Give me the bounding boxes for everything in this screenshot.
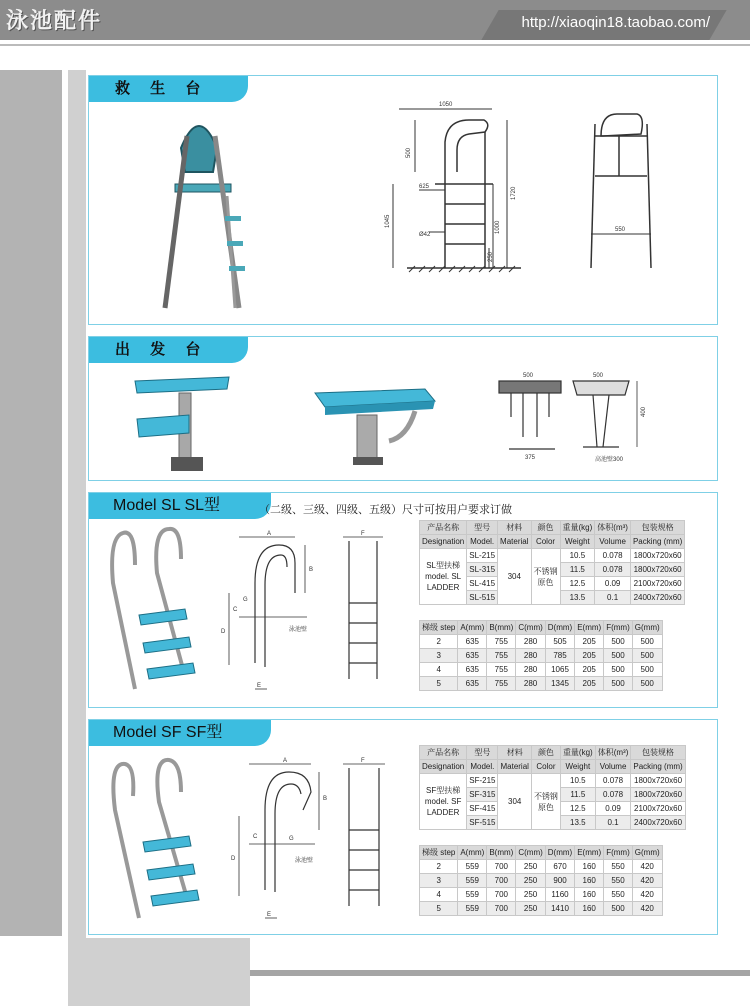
section-sl-ladder [88, 492, 718, 708]
table-row [420, 549, 685, 563]
table-cell: LADDER [426, 583, 460, 592]
table-cell: SL-315 [467, 563, 498, 577]
table-cell [531, 774, 560, 830]
table-cell: 2100x720x60 [631, 802, 685, 816]
table-cell: 2100x720x60 [630, 577, 684, 591]
table-cell [531, 549, 560, 605]
sl-ladder-illustration [89, 493, 411, 707]
table-cell: 4 [420, 888, 458, 902]
dim-label: 500 [406, 147, 412, 158]
table-cell: 900 [545, 874, 574, 888]
table-header-cell: 颜色 [531, 746, 560, 760]
sf-ladder-photo [113, 760, 199, 918]
lifeguard-chair-illustration [89, 76, 717, 324]
table-header-cell: 梯级 step [420, 846, 458, 860]
table-header-cell: 体积(m³) [595, 746, 631, 760]
table-header-cell: B(mm) [487, 621, 516, 635]
table-cell: SL-515 [467, 591, 498, 605]
table-cell: SL型扶梯 [426, 561, 461, 570]
table-cell: 550 [604, 874, 633, 888]
table-cell: 1800x720x60 [630, 563, 684, 577]
table-cell: 550 [604, 888, 633, 902]
dim-label: 1050 [439, 102, 453, 108]
table-header-cell: 颜色 [531, 521, 560, 535]
table-cell: 250 [516, 888, 545, 902]
dim-label: F [361, 758, 365, 764]
table-header-cell: Volume [595, 760, 631, 774]
table-cell: 700 [487, 902, 516, 916]
table-cell: 不锈钢 [533, 566, 558, 576]
table-header-cell: Designation [420, 760, 467, 774]
dim-label: 500 [593, 373, 604, 379]
table-cell: 0.078 [595, 563, 631, 577]
table-row [420, 902, 663, 916]
lifeguard-chair-photo [165, 126, 245, 308]
table-cell: 5 [420, 677, 458, 691]
table-cell: 755 [487, 663, 516, 677]
table-cell: 250 [516, 874, 545, 888]
dim-label: 625 [419, 184, 430, 190]
table-cell: 0.09 [595, 577, 631, 591]
sl-spec-table [419, 520, 685, 605]
table-cell: 500 [632, 649, 662, 663]
table-cell: 304 [498, 774, 531, 830]
sf-ladder-illustration [89, 720, 411, 934]
table-header-cell: F(mm) [604, 846, 633, 860]
table-cell: SL-415 [467, 577, 498, 591]
table-row [420, 677, 663, 691]
table-cell: 0.078 [595, 774, 631, 788]
table-cell: 0.09 [595, 802, 631, 816]
table-cell: 205 [575, 649, 604, 663]
table-header-cell: 包装规格 [630, 521, 684, 535]
table-cell: 13.5 [560, 591, 595, 605]
table-row [420, 860, 663, 874]
left-decor-strip [0, 70, 62, 936]
table-cell: 755 [487, 635, 516, 649]
table-header-cell: 产品名称 [420, 746, 467, 760]
lifeguard-front-drawing [393, 109, 521, 272]
table-cell: 635 [458, 635, 487, 649]
table-cell: 0.1 [595, 816, 631, 830]
dim-label: 250 [488, 251, 494, 262]
table-header-cell: A(mm) [458, 621, 487, 635]
table-header-cell: E(mm) [575, 846, 604, 860]
section-title: 救 生 台 [89, 76, 248, 102]
table-cell: 250 [516, 902, 545, 916]
table-cell: 不锈钢 [533, 791, 558, 801]
dim-label: 375 [525, 455, 536, 461]
shop-url[interactable]: http://xiaoqin18.taobao.com/ [521, 14, 710, 31]
dim-label: A [283, 758, 288, 764]
section-title: Model SF SF型 [89, 720, 271, 746]
dim-label: G [289, 836, 294, 842]
table-header-cell: 材料 [498, 521, 531, 535]
dim-label: 550 [615, 227, 626, 233]
table-cell: 205 [575, 635, 604, 649]
table-cell: 280 [516, 663, 545, 677]
table-cell: 13.5 [560, 816, 595, 830]
table-cell: 559 [458, 888, 487, 902]
table-row [420, 874, 663, 888]
table-cell: 420 [632, 860, 662, 874]
section-starting-block [88, 336, 718, 481]
table-header-cell: Model. [467, 760, 498, 774]
table-cell: 4 [420, 663, 458, 677]
table-cell: 250 [516, 860, 545, 874]
starting-block-photo-2 [315, 389, 435, 465]
table-cell: 0.078 [595, 549, 631, 563]
section-title: 出 发 台 [89, 337, 248, 363]
table-cell: 280 [516, 649, 545, 663]
table-header-cell: 重量(kg) [560, 746, 595, 760]
dim-label: B [323, 796, 328, 802]
table-row [420, 649, 663, 663]
table-cell: 635 [458, 649, 487, 663]
table-cell: 2400x720x60 [630, 591, 684, 605]
dim-label: 泳池壁 [289, 627, 308, 633]
table-cell: 500 [604, 649, 633, 663]
table-cell: SF型扶梯 [426, 786, 461, 795]
dim-label: D [231, 856, 236, 862]
table-cell: 160 [575, 874, 604, 888]
table-header-cell: Color [531, 535, 560, 549]
dim-label: 500 [523, 373, 534, 379]
table-cell: 3 [420, 874, 458, 888]
table-cell: 原色 [537, 802, 554, 812]
table-cell: 3 [420, 649, 458, 663]
table-header-cell: C(mm) [516, 621, 545, 635]
dim-label: 1000 [495, 220, 501, 234]
sf-ladder-drawing [239, 764, 385, 918]
table-cell: 500 [604, 663, 633, 677]
table-cell: 1345 [545, 677, 574, 691]
table-cell: SF-415 [467, 802, 498, 816]
table-header-cell: Volume [595, 535, 631, 549]
table-cell [420, 774, 467, 830]
table-header-cell: Packing (mm) [630, 535, 684, 549]
table-header-cell: 型号 [467, 746, 498, 760]
table-cell: 10.5 [560, 774, 595, 788]
table-header-cell: D(mm) [545, 621, 574, 635]
dim-label: 1045 [385, 214, 391, 228]
divider [0, 44, 750, 46]
section-lifeguard-chair [88, 75, 718, 325]
table-cell: 2 [420, 860, 458, 874]
table-row [420, 635, 663, 649]
table-header-cell: Packing (mm) [631, 760, 685, 774]
sl-ladder-photo [112, 529, 195, 689]
table-cell: 2400x720x60 [631, 816, 685, 830]
dim-label: 400 [641, 406, 647, 417]
dim-label: 1720 [511, 186, 517, 200]
sl-steps-table [419, 620, 663, 691]
dim-label: F [361, 531, 365, 537]
top-bar [0, 0, 750, 40]
table-cell: 2 [420, 635, 458, 649]
table-header-cell: G(mm) [632, 846, 662, 860]
starting-block-drawing-side [573, 381, 637, 447]
table-header-cell: 产品名称 [420, 521, 467, 535]
table-header-cell: 型号 [467, 521, 498, 535]
table-header-cell: 体积(m³) [595, 521, 631, 535]
table-row [420, 888, 663, 902]
table-cell: 205 [575, 663, 604, 677]
bottom-decor-line [250, 970, 750, 976]
table-header-cell: 重量(kg) [560, 521, 595, 535]
table-cell: 原色 [537, 577, 554, 587]
table-cell: 5 [420, 902, 458, 916]
table-cell: 500 [604, 902, 633, 916]
table-header-cell: Material [498, 535, 531, 549]
table-cell: 11.5 [560, 563, 595, 577]
table-cell: SF-215 [467, 774, 498, 788]
table-cell: 1800x720x60 [631, 774, 685, 788]
table-cell: 505 [545, 635, 574, 649]
sf-steps-table [419, 845, 663, 916]
table-header-cell: F(mm) [604, 621, 633, 635]
dim-label: 高池壁300 [595, 457, 624, 463]
dim-label: D [221, 629, 226, 635]
table-cell: 500 [632, 677, 662, 691]
table-header-cell: Model. [467, 535, 498, 549]
table-row [420, 774, 686, 788]
table-header-cell: Designation [420, 535, 467, 549]
table-header-cell: D(mm) [545, 846, 574, 860]
table-cell: 670 [545, 860, 574, 874]
table-cell: 420 [632, 902, 662, 916]
table-cell: 500 [604, 635, 633, 649]
table-header-cell: Weight [560, 535, 595, 549]
table-cell: 12.5 [560, 577, 595, 591]
table-header-cell: G(mm) [632, 621, 662, 635]
dim-label: E [267, 912, 272, 918]
table-cell: 304 [498, 549, 531, 605]
table-cell: 700 [487, 874, 516, 888]
table-header-cell: 梯级 step [420, 621, 458, 635]
table-cell: 1410 [545, 902, 574, 916]
dim-label: A [267, 531, 272, 537]
table-cell: 1800x720x60 [630, 549, 684, 563]
table-cell: LADDER [426, 808, 460, 817]
table-header-cell: E(mm) [575, 621, 604, 635]
table-cell: 500 [632, 663, 662, 677]
section-sf-ladder [88, 719, 718, 935]
section-title: Model SL SL型 [89, 493, 271, 519]
table-cell: 785 [545, 649, 574, 663]
table-cell: 635 [458, 677, 487, 691]
dim-label: G [243, 597, 248, 603]
starting-block-photo-1 [135, 377, 229, 471]
table-cell: 559 [458, 860, 487, 874]
table-cell: model. SL [425, 572, 462, 581]
table-cell: 160 [575, 860, 604, 874]
dim-label: Ø42 [419, 232, 431, 238]
dim-label: C [233, 607, 238, 613]
mid-decor-strip [68, 70, 86, 1006]
table-cell [420, 549, 467, 605]
table-cell: SF-515 [467, 816, 498, 830]
brand-logo: 泳池配件 [6, 9, 103, 34]
table-cell: 700 [487, 860, 516, 874]
table-cell: 12.5 [560, 802, 595, 816]
table-cell: 11.5 [560, 788, 595, 802]
sf-spec-table [419, 745, 686, 830]
table-cell: SL-215 [467, 549, 498, 563]
table-header-cell: Weight [560, 760, 595, 774]
table-cell: 0.078 [595, 788, 631, 802]
table-row [420, 663, 663, 677]
table-cell: 559 [458, 874, 487, 888]
table-cell: 1800x720x60 [631, 788, 685, 802]
starting-block-drawing-front [499, 381, 561, 449]
table-cell: 755 [487, 677, 516, 691]
table-header-cell: Color [531, 760, 560, 774]
sl-ladder-drawing [229, 537, 383, 689]
table-cell: 0.1 [595, 591, 631, 605]
lifeguard-side-drawing [591, 114, 651, 268]
table-cell: 420 [632, 874, 662, 888]
dim-label: 泳池壁 [295, 858, 314, 864]
starting-block-illustration [89, 337, 717, 480]
table-cell: SF-315 [467, 788, 498, 802]
table-cell: 550 [604, 860, 633, 874]
table-cell: 700 [487, 888, 516, 902]
table-header-cell: 包装规格 [631, 746, 685, 760]
table-cell: model. SF [424, 797, 462, 806]
table-cell: 500 [632, 635, 662, 649]
table-header-cell: A(mm) [458, 846, 487, 860]
table-cell: 160 [575, 888, 604, 902]
dim-label: B [309, 567, 314, 573]
table-header-cell: 材料 [498, 746, 531, 760]
table-cell: 280 [516, 635, 545, 649]
dim-label: C [253, 834, 258, 840]
table-header-cell: C(mm) [516, 846, 545, 860]
table-cell: 1065 [545, 663, 574, 677]
table-cell: 10.5 [560, 549, 595, 563]
table-cell: 635 [458, 663, 487, 677]
dim-label: E [257, 683, 262, 689]
table-cell: 280 [516, 677, 545, 691]
custom-size-note: （二级、三级、四级、五级）尺寸可按用户要求订做 [259, 504, 512, 516]
table-cell: 1160 [545, 888, 574, 902]
table-header-cell: Material [498, 760, 531, 774]
table-cell: 160 [575, 902, 604, 916]
table-header-cell: B(mm) [487, 846, 516, 860]
table-cell: 420 [632, 888, 662, 902]
table-cell: 500 [604, 677, 633, 691]
table-cell: 755 [487, 649, 516, 663]
table-cell: 559 [458, 902, 487, 916]
table-cell: 205 [575, 677, 604, 691]
bottom-decor-block [68, 938, 250, 1006]
